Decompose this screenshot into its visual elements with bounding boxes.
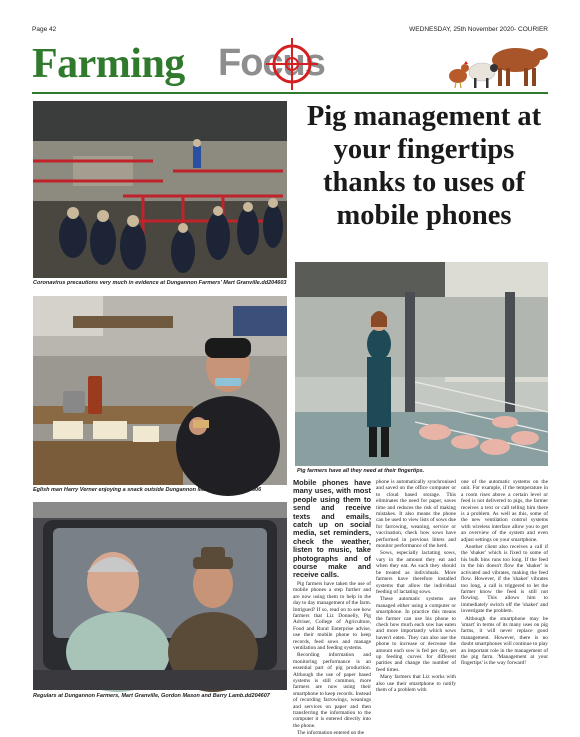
crosshair-target-icon: [264, 36, 320, 92]
caption-harry: Eglish man Harry Verner enjoying a snack outside Dungannon Mart recently...dd204606: [33, 487, 262, 493]
masthead-farming: Farming: [32, 41, 185, 87]
article-paragraph: Although the smartphone may be 'smart' in terms of its many uses on pig farms, it will never replace good management. However, there is no doubt smartphones will continue to play an important role in the management of the pig farm. 'Management at your fingertips' is the way forward!: [461, 615, 548, 667]
article-paragraph: The information entered on the: [297, 730, 365, 737]
livestock-illustration: [440, 38, 550, 92]
masthead-focus: Focus: [218, 42, 325, 84]
article-column-1: [293, 478, 371, 737]
photo-pig-shed: [295, 262, 548, 466]
photo-harry: [33, 296, 287, 485]
headline: Pig management at your fingertips thanks to uses of mobile phones: [306, 101, 542, 231]
article-paragraph: These automatic systems are managed either using a computer or smartphone. In practice this means the farmer can use his phone to check how much each sow has eaten and more importantly which sows haven't eaten. They can also use the phone to increase or decrease the amount each sow is fed per day, set up feeding curves for different parities and change the number of feed times.: [376, 596, 456, 673]
article-paragraph: Recording information and monitoring performance is an essential part of pig production. Although the use of paper based systems is still common, more farmers are now using their smartphone to keep records. Instead of recording farrowings, weanings and services on paper and then transferring the information to the computer it is entered directly into the phone.: [293, 652, 371, 729]
photo-regulars: [33, 502, 287, 690]
page-number: Page 42: [32, 26, 57, 33]
page-header: [32, 26, 548, 36]
article-paragraph: Many farmers that Liz works with also use their smartphone to notify them of a problem with: [376, 674, 456, 693]
date-line: WEDNESDAY, 25th November 2020- COURIER: [409, 26, 548, 33]
article-column-3: [461, 479, 548, 709]
caption-regulars: Regulars at Dungannon Farmers, Mart Granville, Gordon Mason and Barry Lamb.dd204607: [33, 693, 270, 699]
harry-scene-image: [33, 296, 287, 485]
article-paragraph: Another client also receives a call if the 'shaker' which is fixed to some of his bulk bins runs too long. If the feed in the bin doesn't flow the 'shaker' is activated and vibrates, making the feed flow. However, if the 'shaker' vibrates too long, a call is triggered to let the farmer know the feed is still not flowing. This allows him to immediately switch off the 'shaker' and investigate the problem.: [461, 544, 548, 615]
article-paragraph: Pig farmers have taken the use of mobile phones a step further and are now using them to help in the day to day management of the farm. Intrigued? If so, read on to see how farmers that Liz Donnelly, Pig Adviser, College of Agriculture, Food and Rural Enterprise advise, use their mobile phone to keep records, feed sows and manage ventilation and feeding systems.: [293, 580, 371, 651]
masthead: [32, 38, 548, 90]
article-paragraph: Sows, especially lactating sows, vary in the amount they eat and when they eat. As such they should be treated as individuals. More farmers have therefore installed systems that allow the individual feeding of lactating sows.: [376, 550, 456, 595]
mart-scene-image: [33, 101, 287, 278]
article-paragraph: phone is automatically synchronised and saved on the office computer or to cloud based storage. This eliminates the need for paper, saves time and reduces the risk of making mistakes. It also means the phone can be used to view lists of sows due for farrowing, weaning, service or vaccination, check how sows have performed in previous litters and monitor performance of the herd.: [376, 479, 456, 550]
caption-pig: Pig farmers have all they need at their fingertips.: [297, 468, 425, 474]
article-lead: Mobile phones have many uses, with most people using them to send and receive texts and emails, catch up on social media, set reminders, check the weather, listen to music, take photographs and of course make and receive calls.: [293, 478, 371, 580]
photo-mart: [33, 101, 287, 278]
masthead-rule: [32, 92, 548, 94]
article-paragraph: one of the automatic systems on the unit. For example, if the temperature in a room rises above a certain level or feed is not delivered to pigs, the farmer receives a text or call telling him there is a problem. As well as this, some of the new ventilation control systems with wireless interface allow you to get an overview of the system and even adjust settings on your smartphone.: [461, 479, 548, 543]
pig-shed-image: [295, 262, 548, 466]
regulars-scene-image: [33, 502, 287, 690]
caption-mart: Coronavirus precautions very much in evidence at Dungannon Farmers' Mart Granville.dd204603: [33, 280, 287, 286]
article-column-2: [376, 479, 456, 709]
